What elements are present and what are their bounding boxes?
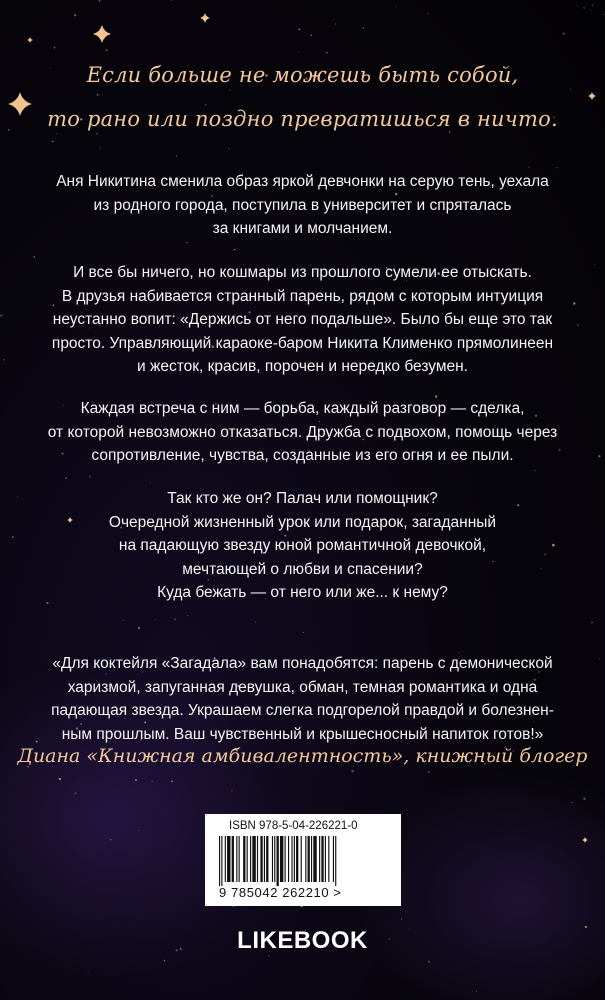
- text-line: просто. Управляющий караоке-баром Никита Клименко прямолинеен: [51, 334, 554, 352]
- text-line: из родного города, поступила в университет и спряталась: [93, 196, 512, 214]
- barcode-bar: [285, 836, 286, 882]
- barcode-bar: [250, 836, 251, 882]
- barcode-bar: [274, 836, 275, 882]
- text-line: сопротивление, чувства, созданные из его огня и ее пыли.: [91, 447, 514, 464]
- barcode-bar: [243, 836, 245, 882]
- text-line: Так кто же он? Палач или помощник?: [167, 490, 438, 507]
- text-line: харизмой, запуганная девушка, обман, темная романтика и одна: [67, 678, 538, 696]
- text-line: неустанно вопит: «Держись от него подальше». Было бы еще это так: [52, 311, 553, 328]
- isbn-barcode: [205, 814, 401, 906]
- barcode-bar: [225, 836, 226, 882]
- quote-attribution: Диана «Книжная амбивалентность», книжный блогер: [17, 745, 588, 767]
- paragraph-2: [40, 261, 565, 379]
- text-line: за книгами и молчанием.: [212, 220, 393, 237]
- barcode-bar: [335, 836, 336, 886]
- barcode-bar: [227, 836, 230, 882]
- tagline-line-1: Если больше не можешь быть собой,: [86, 63, 519, 87]
- barcode-digits: 9 785042 262210 >: [219, 885, 342, 900]
- text-line: В друзья набивается странный парень, рядом с которым интуиция: [61, 287, 544, 305]
- barcode-bar: [236, 836, 237, 882]
- barcode-bar: [311, 836, 312, 882]
- barcode-bar: [305, 836, 306, 882]
- barcode-bar: [264, 836, 265, 882]
- barcode-bar: [333, 836, 334, 882]
- barcode-bar: [319, 836, 320, 882]
- barcode-bar: [247, 836, 248, 882]
- tagline-line-2: то рано или поздно превратишься в ничто.: [47, 107, 558, 131]
- barcode-bar: [288, 836, 289, 882]
- barcode-bar: [272, 836, 273, 882]
- text-line: Куда бежать — от него или же... к нему?: [157, 584, 448, 601]
- barcode-bar: [280, 836, 283, 882]
- barcode-bar: [308, 836, 310, 882]
- barcode-bar: [296, 836, 298, 882]
- isbn-label: ISBN 978-5-04-226221-0: [229, 820, 358, 832]
- barcode-bar: [219, 836, 220, 886]
- text-line: и жесток, красив, порочен и нередко безумен.: [136, 358, 468, 375]
- barcode-bar: [252, 836, 255, 882]
- barcode-bar: [266, 836, 268, 882]
- text-line: ным прошлым. Ваш чувственный и крышесносный напиток готов!»: [61, 725, 544, 743]
- barcode-bar: [328, 836, 329, 882]
- paragraph-3: [40, 397, 565, 468]
- blogger-quote: [40, 652, 565, 746]
- publisher-logo: LIKEBOOK: [237, 927, 368, 954]
- barcode-bars: [217, 836, 389, 886]
- barcode-bar: [291, 836, 292, 882]
- paragraph-1: [40, 170, 565, 241]
- text-line: Очередной жизненный урок или подарок, загаданный: [108, 513, 497, 531]
- text-line: мечтающей о любви и спасении?: [182, 560, 423, 578]
- barcode-bar: [301, 836, 302, 882]
- barcode-bar: [221, 836, 222, 886]
- barcode-bar: [294, 836, 295, 882]
- barcode-bar: [239, 836, 240, 882]
- text-line: Каждая встреча с ним — борьба, каждый разговор — сделка,: [80, 400, 525, 417]
- barcode-bar: [325, 836, 326, 882]
- barcode-bar: [257, 836, 258, 882]
- text-line: Аня Никитина сменила образ яркой девчонки на серую тень, уехала: [56, 173, 549, 190]
- text-line: от которой невозможно отказаться. Дружба с подвохом, помощь через: [47, 423, 558, 441]
- barcode-bar: [313, 836, 316, 882]
- barcode-bar: [260, 836, 262, 882]
- barcode-bar: [277, 836, 279, 886]
- text-line: И все бы ничего, но кошмары из прошлого сумели ее отыскать.: [73, 264, 532, 281]
- barcode-bar: [232, 836, 234, 882]
- text-line: на падающую звезду юной романтичной девочкой,: [118, 537, 487, 554]
- paragraph-4: [40, 487, 565, 605]
- barcode-bar: [321, 836, 323, 882]
- text-line: падающая звезда. Украшаем слегка подгорелой правдой и болезнен-: [51, 702, 554, 719]
- text-line: «Для коктейля «Загадала» вам понадобятся: парень с демонической: [52, 655, 553, 672]
